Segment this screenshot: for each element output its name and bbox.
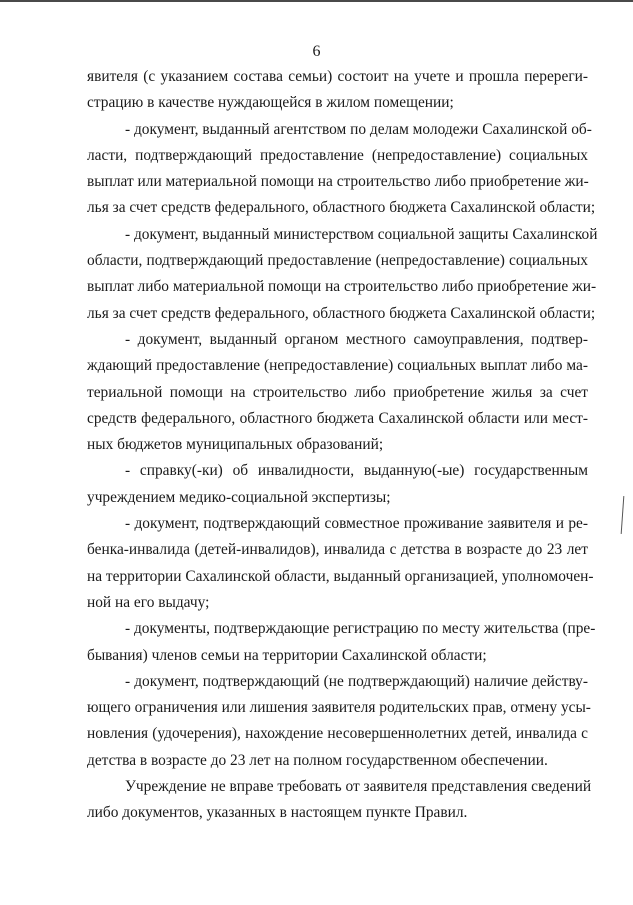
- text-line: лья за счет средств федерального, областного бюджета Сахалинской области;: [87, 304, 596, 322]
- text-line: териальной помощи на строительство либо приобретение жилья за счет: [87, 383, 588, 401]
- text-line: новления (удочерения), нахождение несовершеннолетних детей, инвалида с: [87, 725, 588, 743]
- text-line: либо документов, указанных в настоящем пункте Правил.: [87, 804, 468, 822]
- text-line: - документ, выданный агентством по делам молодежи Сахалинской об-: [125, 120, 592, 138]
- paragraph: [87, 117, 596, 222]
- text-line: - документ, подтверждающий (не подтверждающий) наличие действу-: [125, 672, 588, 690]
- text-line: ласти, подтверждающий предоставление (непредоставление) социальных: [87, 146, 588, 164]
- text-line: - справку(-ки) об инвалидности, выданную(-ые) государственным: [125, 462, 588, 480]
- text-line: лья за счет средств федерального, областного бюджета Сахалинской области;: [87, 199, 596, 217]
- document-body: [87, 64, 598, 827]
- text-line: ждающий предоставление (непредоставление) социальных выплат либо ма-: [87, 357, 588, 375]
- text-line: - документ, подтверждающий совместное проживание заявителя и ре-: [125, 515, 588, 533]
- text-line: выплат либо материальной помощи на строительство либо приобретение жи-: [87, 278, 597, 296]
- paragraph: [87, 511, 594, 616]
- text-line: выплат или материальной помощи на строительство либо приобретение жи-: [87, 173, 589, 191]
- text-line: учреждением медико-социальной экспертизы;: [87, 488, 391, 506]
- paragraph: [87, 458, 588, 511]
- text-line: ной на его выдачу;: [87, 593, 210, 611]
- paragraph: [87, 669, 591, 774]
- paragraph: [87, 774, 592, 827]
- paragraph: [87, 64, 588, 117]
- text-line: бенка-инвалида (детей-инвалидов), инвалида с детства в возрасте до 23 лет: [87, 541, 588, 559]
- text-line: области, подтверждающий предоставление (непредоставление) социальных: [87, 252, 588, 270]
- text-line: ных бюджетов муниципальных образований;: [87, 436, 384, 454]
- text-line: детства в возрасте до 23 лет на полном государственном обеспечении.: [87, 751, 548, 769]
- text-line: ющего ограничения или лишения заявителя родительских прав, отмену усы-: [87, 699, 591, 717]
- text-line: бывания) членов семьи на территории Сахалинской области;: [87, 646, 487, 664]
- text-line: средств федерального, областного бюджета Сахалинской области или мест-: [87, 409, 588, 427]
- top-border-line: [0, 0, 633, 2]
- text-line: - документ, выданный министерством социальной защиты Сахалинской: [125, 225, 598, 243]
- page-number: 6: [312, 43, 321, 60]
- paragraph: [87, 222, 598, 327]
- text-line: страцию в качестве нуждающейся в жилом помещении;: [87, 94, 454, 112]
- margin-pen-mark: [621, 496, 625, 534]
- paragraph: [87, 327, 588, 458]
- text-line: - документы, подтверждающие регистрацию по месту жительства (пре-: [125, 620, 596, 638]
- text-line: явителя (с указанием состава семьи) состоит на учете и прошла перереги-: [87, 68, 588, 85]
- text-line: Учреждение не вправе требовать от заявителя представления сведений: [125, 778, 592, 796]
- text-line: на территории Сахалинской области, выданный организацией, уполномочен-: [87, 567, 594, 585]
- paragraph: [87, 616, 596, 669]
- text-line: - документ, выданный органом местного самоуправления, подтвер-: [125, 330, 588, 348]
